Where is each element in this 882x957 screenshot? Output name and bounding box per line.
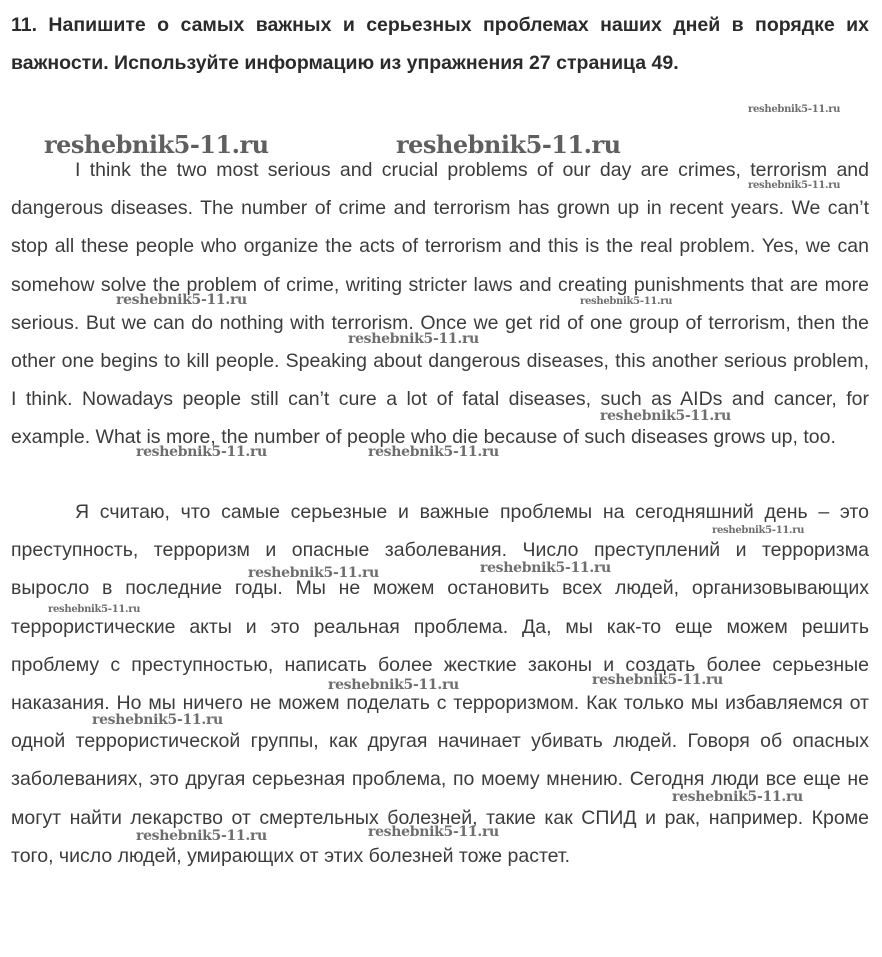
- russian-paragraph: Я считаю, что самые серьезные и важные проблемы на сегодняшний день – это преступность, терроризм и опасные заболевания. Число преступлений и терроризма выросло в последние годы. Мы не можем остановить всех людей, организовывающих террористические акты и это реальная проблема. Да, мы как-то еще можем решить проблему с преступностью, написать более жесткие законы и создать более серьезные наказания. Но мы ничего не можем поделать с терроризмом. Как только мы избавляемся от одной террористической группы, как другая начинает убивать людей. Говоря об опасных заболеваниях, это другая серьезная проблема, по моему мнению. Сегодня люди все еще не могут найти лекарство от смертельных болезней, такие как СПИД и рак, например. Кроме того, число людей, умирающих от этих болезней тоже растет.: [11, 501, 869, 867]
- english-paragraph: I think the two most serious and crucial problems of our day are crimes, terrorism and dangerous diseases. The number of crime and terrorism has grown up in recent years. We can’t stop all these people who organize the acts of terrorism and this is the real problem. Yes, we can somehow solve the problem of crime, writing stricter laws and creating punishments that are more serious. But we can do nothing with terrorism. Once we get rid of one group of terrorism, then the other one begins to kill people. Speaking about dangerous diseases, this another serious problem, I think. Nowadays people still can’t cure a lot of fatal diseases, such as AIDs and cancer, for example. What is more, the number of people who die because of such diseases grows up, too.: [11, 159, 869, 449]
- watermark: reshebnik5-11.ru: [600, 408, 731, 424]
- watermark: reshebnik5-11.ru: [48, 604, 141, 615]
- watermark: reshebnik5-11.ru: [116, 292, 247, 308]
- watermark: reshebnik5-11.ru: [748, 180, 841, 191]
- watermark: reshebnik5-11.ru: [368, 824, 499, 840]
- watermark: reshebnik5-11.ru: [480, 560, 611, 576]
- watermark: reshebnik5-11.ru: [136, 828, 267, 844]
- watermark: reshebnik5-11.ru: [580, 296, 673, 307]
- watermark: reshebnik5-11.ru: [44, 130, 269, 159]
- watermark: reshebnik5-11.ru: [748, 104, 841, 115]
- watermark: reshebnik5-11.ru: [248, 565, 379, 581]
- watermark: reshebnik5-11.ru: [672, 789, 803, 805]
- watermark: reshebnik5-11.ru: [368, 444, 499, 460]
- watermark: reshebnik5-11.ru: [348, 331, 479, 347]
- watermark: reshebnik5-11.ru: [592, 672, 723, 688]
- watermark: reshebnik5-11.ru: [396, 130, 621, 159]
- watermark: reshebnik5-11.ru: [92, 712, 223, 728]
- task-title: 11. Напишите о самых важных и серьезных проблемах наших дней в порядке их важности. Используйте информацию из упражнения 27 страница 49.: [11, 14, 869, 74]
- watermark: reshebnik5-11.ru: [328, 677, 459, 693]
- watermark: reshebnik5-11.ru: [136, 444, 267, 460]
- watermark: reshebnik5-11.ru: [712, 525, 805, 536]
